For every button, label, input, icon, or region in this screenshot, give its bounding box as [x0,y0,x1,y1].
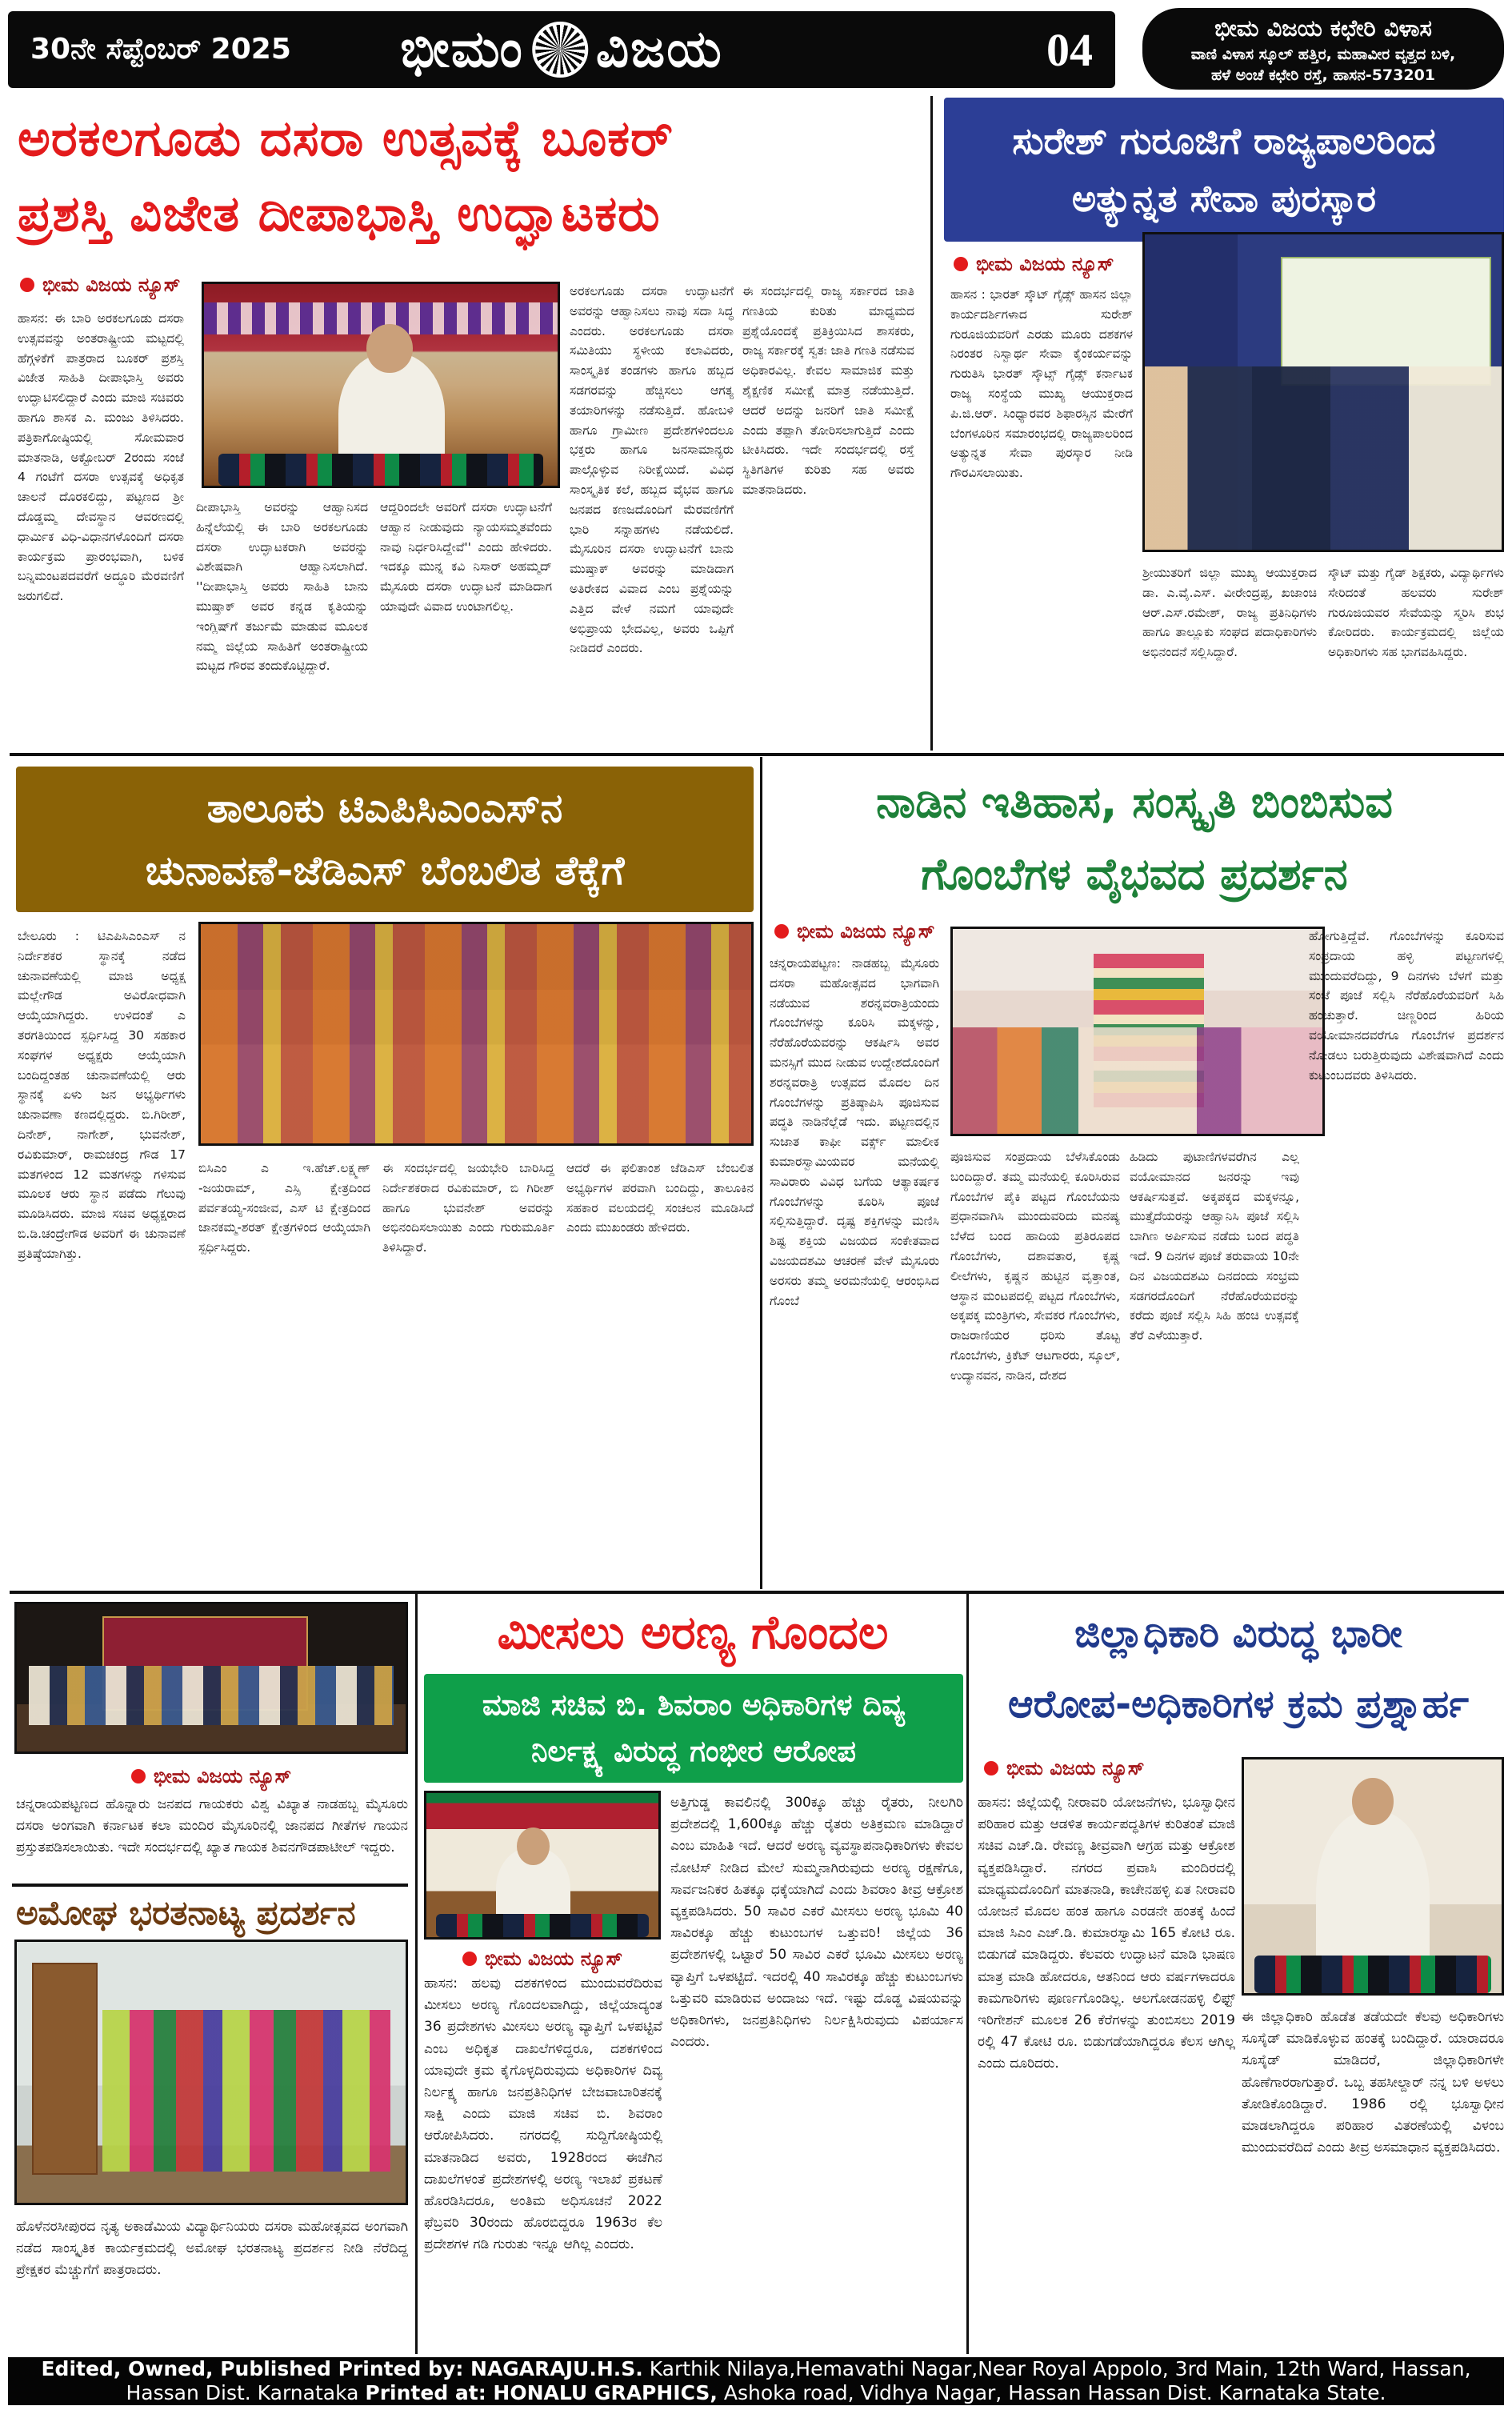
dasara-headline [18,101,918,251]
award-recipients-group [1145,366,1502,550]
divider-mid-row [760,757,762,1589]
shivaram-press-photo [424,1791,661,1940]
speaker-face [517,1828,550,1865]
press-conference-photo [202,282,560,488]
stage-felicitation-photo [14,1602,408,1754]
gombe-headline-line2: ಗೊಂಬೆಗಳ ವೈಭವದ ಪ್ರದರ್ಶನ [921,849,1348,899]
scouts-column-2: ಶ್ರೀಯುತರಿಗೆ ಜಿಲ್ಲಾ ಮುಖ್ಯ ಆಯುಕ್ತರಾದ ಡಾ. ಎ.ವೈ.ಎಸ್. ವೀರೇಂದ್ರಪ್ಪ, ಖಜಾಂಚಿ ಆರ್.ಎಸ್.ರಮೇಶ್, ರಾಜ್ಯ ಪ್ರತಿನಿಧಿಗಳು ಹಾಗೂ ತಾಲ್ಲೂಕು ಸಂಘದ ಪದಾಧಿಕಾರಿಗಳು ಅಭಿನಂದನೆ ಸಲ್ಲಿಸಿದ್ದಾರೆ. [1142,566,1317,660]
scouts-award-photo [1142,232,1504,552]
page-number: 04 [1046,23,1093,76]
scouts-headline-line2: ಅತ್ಯುನ್ನತ ಸೇವಾ ಪುರಸ್ಕಾರ [1071,177,1377,220]
forest-byline [424,1948,661,1970]
byline-bullet-icon [984,1761,998,1775]
scouts-headline-box [944,98,1504,242]
masthead-text-right: ವಿಜಯ [595,20,723,79]
scouts-headline-line1: ಸುರೇಶ್ ಗುರೂಜಿಗೆ ರಾಜ್ಯಪಾಲರಿಂದ [1012,119,1436,162]
dasara-byline [20,274,180,296]
imprint-district: Hassan Dist. Karnataka [126,2381,366,2404]
culture-paragraph-2: ಹೊಳೆನರಸೀಪುರದ ನೃತ್ಯ ಅಕಾಡೆಮಿಯ ವಿದ್ಯಾರ್ಥಿನಿಯರು ದಸರಾ ಮಹೋತ್ಸವದ ಅಂಗವಾಗಿ ನಡೆದ ಸಾಂಸ್ಕೃತಿಕ ಕಾರ್ಯಕ್ರಮದಲ್ಲಿ ಅಮೋಘ ಭರತನಾಟ್ಯ ಪ್ರದರ್ಶನ ನೀಡಿ ನೆರೆದಿದ್ದ ಪ್ರೇಕ್ಷಕರ ಮೆಚ್ಚುಗೆಗೆ ಪಾತ್ರರಾದರು. [16,2219,408,2279]
scouts-column-1: ಹಾಸನ : ಭಾರತ್ ಸ್ಕೌಟ್ ಗೈಡ್ಸ್ ಹಾಸನ ಜಿಲ್ಲಾ ಕಾರ್ಯದರ್ಶಿಗಳಾದ ಸುರೇಶ್ ಗುರೂಜಿಯವರಿಗೆ ಎರಡು ಮೂರು ದಶಕಗಳ ನಿರಂತರ ನಿಸ್ವಾರ್ಥ ಸೇವಾ ಕೈಂಕರ್ಯವನ್ನು ಗುರುತಿಸಿ ಭಾರತ್ ಸ್ಕೌಟ್ಸ್ ಗೈಡ್ಸ್ ಕರ್ನಾಟಕ ರಾಜ್ಯ ಸಂಸ್ಥೆಯ ಮುಖ್ಯ ಆಯುಕ್ತರಾದ ಪಿ.ಜಿ.ಆರ್. ಸಿಂಧ್ಯಾರವರ ಶಿಫಾರಸ್ಸಿನ ಮೇರೆಗೆ ಬೆಂಗಳೂರಿನ ಸಮಾರಂಭದಲ್ಲಿ ರಾಜ್ಯಪಾಲರಿಂದ ಅತ್ಯುನ್ನತ ಸೇವಾ ಪುರಸ್ಕಾರ ನೀಡಿ ಗೌರವಿಸಲಾಯಿತು. [950,287,1133,481]
doll-display-photo [950,927,1325,1136]
byline-bullet-icon [131,1769,146,1783]
press-mics [436,1914,650,1937]
masthead-emblem-icon [532,22,588,78]
tapcms-headline-line2: ಚುನಾವಣೆ-ಜೆಡಿಎಸ್ ಬೆಂಬಲಿತ ತೆಕ್ಕೆಗೆ [145,847,625,894]
family-group [953,1027,1322,1134]
dc-headline-line1: ಜಿಲ್ಲಾಧಿಕಾರಿ ವಿರುದ್ಧ ಭಾರೀ [1074,1611,1402,1656]
revanna-press-photo [1242,1757,1504,1996]
divider-top-row [930,96,933,751]
gombe-column-1: ಚನ್ನರಾಯಪಟ್ಟಣ: ನಾಡಹಬ್ಬ ಮೈಸೂರು ದಸರಾ ಮಹೋತ್ಸವದ ಭಾಗವಾಗಿ ನಡೆಯುವ ಶರನ್ನವರಾತ್ರಿಯಂದು ಗೊಂಬೆಗಳನ್ನು ಕೂರಿಸಿ ಮಕ್ಕಳನ್ನು, ನೆರೆಹೊರೆಯವರನ್ನು ಆಕರ್ಷಿಸಿ ಅವರ ಮನಸ್ಸಿಗೆ ಮುದ ನೀಡುವ ಉದ್ದೇಶದೊಂದಿಗೆ ಶರನ್ನವರಾತ್ರಿ ಉತ್ಸವದ ಮೊದಲ ದಿನ ಗೊಂಬೆಗಳನ್ನು ಪ್ರತಿಷ್ಠಾಪಿಸಿ ಪೂಜಿಸುವ ಪದ್ಧತಿ ನಾಡಿನೆಲ್ಲೆಡೆ ಇದು. ಪಟ್ಟಣದಲ್ಲಿನ ಸುಜಾತ ಕಾಫೀ ವರ್ಕ್ಸ್ ಮಾಲೀಕ ಕುಮಾರಸ್ವಾಮಿಯವರ ಮನೆಯಲ್ಲಿ ಸಾವಿರಾರು ವಿವಿಧ ಬಗೆಯ ಆತ್ಯಾಕರ್ಷಕ ಗೊಂಬೆಗಳನ್ನು ಕೂರಿಸಿ ಪೂಜೆ ಸಲ್ಲಿಸುತ್ತಿದ್ದಾರೆ. ದೃಷ್ಟ ಶಕ್ತಿಗಳನ್ನು ಮಣಿಸಿ ಶಿಷ್ಟ ಶಕ್ತಿಯ ವಿಜಯದ ಸಂಕೇತವಾದ ವಿಜಯದಶಮಿ ಆಚರಣೆ ವೇಳೆ ಮೈಸೂರು ಅರಸರು ತಮ್ಮ ಅರಮನೆಯಲ್ಲಿ ಆರಂಭಿಸಿದ ಗೊಂಬೆ [770,956,939,1308]
forest-subhead-line1: ಮಾಜಿ ಸಚಿವ ಬಿ. ಶಿವರಾಂ ಅಧಿಕಾರಿಗಳ ದಿವ್ಯ [482,1687,906,1722]
wooden-door [32,1963,98,2175]
header-bar [8,11,1115,88]
byline-label: ಭೀಮ ವಿಜಯ ನ್ಯೂಸ್ [42,274,181,296]
gombe-headline-line1: ನಾಡಿನ ಇತಿಹಾಸ, ಸಂಸ್ಕೃತಿ ಬಿಂಬಿಸುವ [876,777,1393,827]
elected-directors-group-photo [198,922,754,1146]
byline-bullet-icon [20,278,34,292]
forest-subhead-box [424,1674,963,1783]
dasara-column-5: ಈ ಸಂದರ್ಭದಲ್ಲಿ ರಾಜ್ಯ ಸರ್ಕಾರದ ಜಾತಿ ಗಣತಿಯ ಕುರಿತು ಮಾಧ್ಯಮದ ಪ್ರಶ್ನೆಯೊಂದಕ್ಕೆ ಪ್ರತಿಕ್ರಿಯಿಸಿದ ಶಾಸಕರು, ರಾಜ್ಯ ಸರ್ಕಾರಕ್ಕೆ ಸ್ವತಃ ಜಾತಿ ಗಣತಿ ನಡೆಸುವ ಅಧಿಕಾರವಿಲ್ಲ. ಕೇವಲ ಸಾಮಾಜಿಕ ಮತ್ತು ಶೈಕ್ಷಣಿಕ ಸಮೀಕ್ಷೆ ಮಾತ್ರ ನಡೆಯುತ್ತಿದೆ. ಆದರೆ ಅದನ್ನು ಜನರಿಗೆ ಜಾತಿ ಸಮೀಕ್ಷೆ ಎಂದು ತಪ್ಪಾಗಿ ತೋರಿಸಲಾಗುತ್ತಿದೆ ಎಂದು ಟೀಕಿಸಿದರು. ಇದೇ ಸಂದರ್ಭದಲ್ಲಿ ರಸ್ತೆ ಸ್ಥಿತಿಗತಿಗಳ ಕುರಿತು ಸಹ ಅವರು ಮಾತನಾಡಿದರು. [742,284,914,497]
gombe-headline [766,767,1502,911]
tapcms-headline-line1: ತಾಲೂಕು ಟಿಎಪಿಸಿಎಂಎಸ್‌ನ [206,785,563,831]
byline-bullet-icon [774,924,789,939]
gombe-column-3: ಹಿಡಿದು ಪುಟಾಣಿಗಳವರೆಗಿನ ಎಲ್ಲ ವಯೋಮಾನದ ಜನರನ್ನು ಇವು ಆಕರ್ಷಿಸುತ್ತವೆ. ಅಕ್ಕಪಕ್ಕದ ಮಕ್ಕಳನ್ನೂ, ಮುತ್ತೈದೆಯರನ್ನು ಆಹ್ವಾನಿಸಿ ಪೂಜೆ ಸಲ್ಲಿಸಿ ಬಾಗಿಣ ಅರ್ಪಿಸುವ ನಡೆದು ಬಂದ ಪದ್ಧತಿ ಇದೆ. 9 ದಿನಗಳ ಪೂಜೆ ತರುವಾಯ 10ನೇ ದಿನ ವಿಜಯದಶಮಿ ದಿನದಂದು ಸಂಭ್ರಮ ಸಡಗರದೊಂದಿಗೆ ನೆರೆಹೊರೆಯವರನ್ನು ಕರೆದು ಪೂಜೆ ಸಲ್ಲಿಸಿ ಸಿಹಿ ಹಂಚಿ ಉತ್ಸವಕ್ಕೆ ತೆರೆ ಎಳೆಯುತ್ತಾರೆ. [1130,1150,1299,1343]
office-address-box [1142,8,1504,90]
dasara-column-3: ಆದ್ದರಿಂದಲೇ ಅವರಿಗೆ ದಸರಾ ಉದ್ಘಾಟನೆಗೆ ಆಹ್ವಾನ ನೀಡುವುದು ನ್ಯಾಯಸಮ್ಮತವೆಂದು ನಾವು ನಿರ್ಧರಿಸಿದ್ದೇವೆ'' ಎಂದು ಹೇಳಿದರು. ಇದಕ್ಕೂ ಮುನ್ನ ಕವಿ ನಿಸಾರ್ ಅಹಮ್ಮದ್ ಮೈಸೂರು ದಸರಾ ಉದ್ಘಾಟನೆ ಮಾಡಿದಾಗ ಯಾವುದೇ ವಿವಾದ ಉಂಟಾಗಲಿಲ್ಲ. [380,500,552,614]
office-address-line1: ವಾಣಿ ವಿಳಾಸ ಸ್ಕೂಲ್ ಹತ್ತಿರ, ಮಹಾವೀರ ವೃತ್ತದ ಬಳಿ, [1190,45,1456,63]
imprint-printer-address: Ashoka road, Vidhya Nagar, Hassan Hassan Dist. Karnataka State. [717,2381,1386,2404]
gombe-column-2: ಪೂಜಿಸುವ ಸಂಪ್ರದಾಯ ಬೆಳೆಸಿಕೊಂಡು ಬಂದಿದ್ದಾರೆ. ತಮ್ಮ ಮನೆಯಲ್ಲಿ ಕೂರಿಸಿರುವ ಗೊಂಬೆಗಳ ಪೈಕಿ ಪಟ್ಟದ ಗೊಂಬೆಯನು ಪ್ರಧಾನವಾಗಿಸಿ ಮುಂದುವರಿದು ಮನಷ್ಯ ಬೆಳೆದ ಬಂದ ಹಾದಿಯ ಪ್ರತಿರೂಪದ ಗೊಂಬೆಗಳು, ದಶಾವತಾರ, ಕೃಷ್ಣ ಲೀಲೆಗಳು, ಕೃಷ್ಣನ ಹುಟ್ಟಿನ ವೃತ್ತಾಂತ, ಆಸ್ಥಾನ ಮಂಟಪದಲ್ಲಿ ಪಟ್ಟದ ಗೊಂಬೆಗಳು, ಅಕ್ಕಪಕ್ಕ ಮಂತ್ರಿಗಳು, ಸೇವಕರ ಗೊಂಬೆಗಳು, ರಾಜರಾಣಿಯರ ಧರಿಸು ತೊಟ್ಟ ಗೊಂಬೆಗಳು, ಕ್ರಿಕೆಟ್ ಆಟಗಾರರು, ಸ್ಕೂಲ್, ಉದ್ಯಾನವನ, ನಾಡಿನ, ದೇಶದ [950,1150,1120,1383]
tapcms-column-2: ಬಿಸಿಎಂ ಎ ಇ.ಹೆಚ್.ಲಕ್ಷ್ಮಣ್ -ಜಯರಾಮ್, ಎಸ್ಸಿ ಕ್ಷೇತ್ರದಿಂದ ಪರ್ವತಯ್ಯ-ಸಂಜೀವ, ಎಸ್ ಟಿ ಕ್ಷೇತ್ರದಿಂದ ಜಾನಕಮ್ಮ-ಶರತ್ ಕ್ಷೇತ್ರಗಳಿಂದ ಆಯ್ಕೆಯಾಗಿ ಸ್ಪರ್ಧಿಸಿದ್ದರು. [198,1161,370,1255]
divider-bottom-left [415,1594,418,2354]
gombe-byline [774,920,934,943]
gombe-column-4: ಹೋಗುತ್ತಿದ್ದೆವೆ. ಗೊಂಬೆಗಳನ್ನು ಕೂರಿಸುವ ಸಂಪ್ರದಾಯ ಹಳ್ಳಿ ಪಟ್ಟಣಗಳಲ್ಲಿ ಮುಂದುವರೆದಿದ್ದು, 9 ದಿನಗಳು ಬೆಳಗೆ ಮತ್ತು ಸಂಜೆ ಪೂಜೆ ಸಲ್ಲಿಸಿ ನೆರೆಹೊರೆಯವರಿಗೆ ಸಿಹಿ ಹಂಚುತ್ತಾರೆ. ಚಿಣ್ಣರಿಂದ ಹಿರಿಯ ವಯೋಮಾನದವರೆಗೂ ಗೊಂಬೆಗಳ ಪ್ರದರ್ಶನ ನೋಡಲು ಬರುತ್ತಿರುವುದು ವಿಶೇಷವಾಗಿದೆ ಎಂದು ಕುಟುಂಬದವರು ತಿಳಿಸಿದರು. [1309,929,1504,1083]
office-title: ಭೀಮ ವಿಜಯ ಕಛೇರಿ ವಿಳಾಸ [1214,14,1432,42]
speaker-face [1352,1778,1394,1824]
press-mics [218,454,544,486]
tapcms-column-1: ಬೇಲೂರು : ಟಿಎಪಿಸಿಎಂಎಸ್ ನ ನಿರ್ದೇಶಕರ ಸ್ಥಾನಕ್ಕೆ ನಡೆದ ಚುನಾವಣೆಯಲ್ಲಿ ಮಾಜಿ ಅಧ್ಯಕ್ಷ ಮಲ್ಲೇಗೌಡ ಅವಿರೋಧವಾಗಿ ಆಯ್ಕೆಯಾಗಿದ್ದರು. ಉಳಿದಂತೆ ಎ ತರಗತಿಯಿಂದ ಸ್ಪರ್ಧಿಸಿದ್ದ 30 ಸಹಕಾರ ಸಂಘಗಳ ಅಧ್ಯಕ್ಷರು ಆಯ್ಕೆಯಾಗಿ ಬಂದಿದ್ದಂತಹ ಚುನಾವಣೆಯಲ್ಲಿ ಆರು ಸ್ಥಾನಕ್ಕೆ ಏಳು ಜನ ಅಭ್ಯರ್ಥಿಗಳು ಚುನಾವಣಾ ಕಣದಲ್ಲಿದ್ದರು. ಬಿ.ಗಿರೀಶ್, ದಿನೇಶ್, ನಾಗೇಶ್, ಭುವನೇಶ್, ರವಿಕುಮಾರ್, ರಾಮಚಂದ್ರ ಗೌಡ 17 ಮತಗಳಿಂದ 12 ಮತಗಳನ್ನು ಗಳಿಸುವ ಮೂಲಕ ಆರು ಸ್ಥಾನ ಪಡೆದು ಗೆಲುವು ಮೂಡಿಸಿದರು. ಮಾಜಿ ಸಚಿವ ಅಧ್ಯಕ್ಷರಾದ ಬಿ.ಡಿ.ಚಂದ್ರೇಗೌಡ ಅವರಿಗೆ ಈ ಚುನಾವಣೆ ಪ್ರತಿಷ್ಠೆಯಾಗಿತ್ತು. [18,929,186,1261]
byline-label: ಭೀಮ ವಿಜಯ ನ್ಯೂಸ್ [797,920,935,943]
dance-troupe [102,2010,390,2172]
byline-label: ಭೀಮ ವಿಜಯ ನ್ಯೂಸ್ [1006,1757,1145,1779]
masthead [400,20,723,79]
dasara-headline-line2: ಪ್ರಶಸ್ತಿ ವಿಜೇತ ದೀಪಾಭಾಸ್ತಿ ಉದ್ಘಾಟಕರು [18,184,661,242]
awardees-row [29,1666,394,1725]
dasara-headline-line1: ಅರಕಲಗೂಡು ದಸರಾ ಉತ್ಸವಕ್ಕೆ ಬೂಕರ್ [18,109,674,167]
dc-column-2: ಈ ಜಿಲ್ಲಾಧಿಕಾರಿ ಹೊಡೆತ ತಡೆಯದೇ ಕೆಲವು ಅಧಿಕಾರಿಗಳು ಸೂಸೈಡ್ ಮಾಡಿಕೊಳ್ಳುವ ಹಂತಕ್ಕೆ ಬಂದಿದ್ದಾರೆ. ಯಾರಾದರೂ ಸೂಸೈಡ್ ಮಾಡಿದರೆ, ಜಿಲ್ಲಾಧಿಕಾರಿಗಳೇ ಹೊಣೆಗಾರರಾಗುತ್ತಾರೆ. ಒಬ್ಬ ತಹಸೀಲ್ದಾರ್ ನನ್ನ ಬಳಿ ಅಳಲು ತೋಡಿಕೊಂಡಿದ್ದಾರೆ. 1986 ರಲ್ಲಿ ಭೂಸ್ವಾಧೀನ ಮಾಡಲಾಗಿದ್ದರೂ ಪರಿಹಾರ ವಿತರಣೆಯಲ್ಲಿ ವಿಳಂಬ ಮುಂದುವರೆದಿದೆ ಎಂದು ತೀವ್ರ ಅಸಮಾಧಾನ ವ್ಯಕ್ತಪಡಿಸಿದರು. [1242,2009,1504,2156]
divider-row2-row3 [10,1591,1504,1594]
culture-byline [14,1765,408,1787]
forest-column-left: ಹಾಸನ: ಹಲವು ದಶಕಗಳಿಂದ ಮುಂದುವರೆದಿರುವ ಮೀಸಲು ಅರಣ್ಯ ಗೊಂದಲವಾಗಿದ್ದು, ಜಿಲ್ಲೆಯಾದ್ಯಂತ 36 ಪ್ರದೇಶಗಳು ಮೀಸಲು ಅರಣ್ಯ ವ್ಯಾಪ್ತಿಗೆ ಒಳಪಟ್ಟಿವೆ ಎಂಬ ಅಧಿಕೃತ ದಾಖಲೆಗಳಿದ್ದರೂ, ದಶಕಗಳಿಂದ ಯಾವುದೇ ಕ್ರಮ ಕೈಗೊಳ್ಳದಿರುವುದು ಅಧಿಕಾರಿಗಳ ದಿವ್ಯ ನಿರ್ಲಕ್ಷ್ಯ ಹಾಗೂ ಜನಪ್ರತಿನಿಧಿಗಳ ಬೇಜವಾಬಾರಿತನಕ್ಕೆ ಸಾಕ್ಷಿ ಎಂದು ಮಾಜಿ ಸಚಿವ ಬಿ. ಶಿವರಾಂ ಆರೋಪಿಸಿದರು. ನಗರದಲ್ಲಿ ಸುದ್ದಿಗೋಷ್ಠಿಯಲ್ಲಿ ಮಾತನಾಡಿದ ಅವರು, 1928ರಂದ ಈಚೆಗಿನ ದಾಖಲೆಗಳಂತೆ ಪ್ರದೇಶಗಳಲ್ಲಿ ಅರಣ್ಯ ಇಲಾಖೆ ಪ್ರಕಟಣೆ ಹೊರಡಿಸಿದರೂ, ಅಂತಿಮ ಅಧಿಸೂಚನೆ 2022 ಫೆಬ್ರವರಿ 30ರಂದು ಹೊರಬಿದ್ದರೂ 1963ರ ಕೆಲ ಪ್ರದೇಶಗಳ ಗಡಿ ಗುರುತು ಇನ್ನೂ ಆಗಿಲ್ಲ ಎಂದರು. [424,1976,662,2253]
tapcms-column-4: ಆದರೆ ಈ ಫಲಿತಾಂಶ ಜೆಡಿಎಸ್ ಬೆಂಬಲಿತ ಅಭ್ಯರ್ಥಿಗಳ ಪರವಾಗಿ ಬಂದಿದ್ದು, ತಾಲೂಕಿನ ಸಹಕಾರ ವಲಯದಲ್ಲಿ ಸಂಚಲನ ಮೂಡಿಸಿದೆ ಎಂದು ಮುಖಂಡರು ಹೇಳಿದರು. [566,1161,754,1235]
byline-label: ಭೀಮ ವಿಜಯ ನ್ಯೂಸ್ [976,253,1114,275]
masthead-text-left: ಭೀಮಂ [400,20,524,79]
scouts-byline [954,253,1114,275]
bharatanatya-dancers-photo [14,1940,408,2205]
byline-label: ಭೀಮ ವಿಜಯ ನ್ಯೂಸ್ [484,1948,623,1970]
dasara-column-1: ಹಾಸನ: ಈ ಬಾರಿ ಅರಕಲಗೂಡು ದಸರಾ ಉತ್ಸವವನ್ನು ಅಂತರಾಷ್ಟ್ರೀಯ ಮಟ್ಟದಲ್ಲಿ ಹೆಗ್ಗಳಿಕೆಗೆ ಪಾತ್ರರಾದ ಬೂಕರ್ ಪ್ರಶಸ್ತಿ ವಿಜೇತ ಸಾಹಿತಿ ದೀಪಾಭಾಸ್ತಿ ಅವರು ಉದ್ಘಾಟಿಸಲಿದ್ದಾರೆ ಎಂದು ಮಾಜಿ ಸಚಿವರು ಹಾಗೂ ಶಾಸಕ ಎ. ಮಂಜು ತಿಳಿಸಿದರು. ಪತ್ರಿಕಾಗೋಷ್ಠಿಯಲ್ಲಿ ಸೋಮವಾರ ಮಾತನಾಡಿ, ಅಕ್ಟೋಬರ್ 2ರಂದು ಸಂಜೆ 4 ಗಂಟೆಗೆ ದಸರಾ ಉತ್ಸವಕ್ಕೆ ಅಧಿಕೃತ ಚಾಲನೆ ದೊರಕಲಿದ್ದು, ಪಟ್ಟಣದ ಶ್ರೀ ದೊಡ್ಡಮ್ಮ ದೇವಸ್ಥಾನ ಆವರಣದಲ್ಲಿ ಧಾರ್ಮಿಕ ವಿಧಿ-ವಿಧಾನಗಳೊಂದಿಗೆ ದಸರಾ ಕಾರ್ಯಕ್ರಮ ಪ್ರಾರಂಭವಾಗಿ, ಬಳಿಕ ಬನ್ನಿಮಂಟಪದವರೆಗೆ ಅದ್ಧೂರಿ ಮೆರವಣಿಗೆ ಜರುಗಲಿದೆ. [18,311,184,604]
dasara-column-2: ದೀಪಾಭಾಸ್ತಿ ಅವರನ್ನು ಆಹ್ವಾನಿಸದ ಹಿನ್ನೆಲೆಯಲ್ಲಿ ಈ ಬಾರಿ ಅರಕಲಗೂಡು ದಸರಾ ಉದ್ಘಾಟಕರಾಗಿ ಅವರನ್ನು ವಿಶೇಷವಾಗಿ ಆಹ್ವಾನಿಸಲಾಗಿದೆ. ''ದೀಪಾಭಾಸ್ತಿ ಅವರು ಸಾಹಿತಿ ಬಾನು ಮುಷ್ತಾಕ್ ಅವರ ಕನ್ನಡ ಕೃತಿಯನ್ನು ಇಂಗ್ಲಿಷ್‌ಗೆ ತರ್ಜುಮೆ ಮಾಡುವ ಮೂಲಕ ನಮ್ಮ ಜಿಲ್ಲೆಯ ಸಾಹಿತಿಗೆ ಅಂತರಾಷ್ಟ್ರೀಯ ಮಟ್ಟದ ಗೌರವ ತಂದುಕೊಟ್ಟಿದ್ದಾರೆ. [196,500,368,674]
byline-bullet-icon [462,1952,477,1966]
imprint-footer [8,2357,1504,2405]
imprint-address: Karthik Nilaya,Hemavathi Nagar,Near Royal Appolo, 3rd Main, 12th Ward, Hassan, [642,2357,1471,2380]
tapcms-column-3: ಈ ಸಂದರ್ಭದಲ್ಲಿ ಜಯಭೇರಿ ಬಾರಿಸಿದ್ದ ನಿರ್ದೇಶಕರಾದ ರವಿಕುಮಾರ್, ಬಿ ಗಿರೀಶ್ ಹಾಗೂ ಭುವನೇಶ್ ಅವರನ್ನು ಅಭಿನಂದಿಸಲಾಯಿತು ಎಂದು ಗುರುಮೂರ್ತಿ ತಿಳಿಸಿದ್ದಾರೆ. [382,1161,554,1255]
byline-label: ಭೀಮ ವಿಜಯ ನ್ಯೂಸ್ [153,1765,292,1787]
forest-subhead-line2: ನಿರ್ಲಕ್ಷ್ಯ ವಿರುದ್ಧ ಗಂಭೀರ ಆರೋಪ [530,1734,857,1768]
divider-row1-row2 [10,753,1504,756]
imprint-publisher: Edited, Owned, Published Printed by: NAGARAJU.H.S. [41,2357,643,2380]
office-address-line2: ಹಳೆ ಅಂಚೆ ಕಛೇರಿ ರಸ್ತೆ, ಹಾಸನ-573201 [1210,66,1436,84]
divider-bottom-right [966,1594,969,2354]
culture-divider [12,1884,408,1887]
scouts-column-3: ಸ್ಕೌಟ್ ಮತ್ತು ಗೈಡ್ ಶಿಕ್ಷಕರು, ವಿದ್ಯಾರ್ಥಿಗಳು ಸೇರಿದಂತೆ ಹಲವರು ಸುರೇಶ್ ಗುರೂಜಿಯವರ ಸೇವೆಯನ್ನು ಸ್ಮರಿಸಿ ಶುಭ ಕೋರಿದರು. ಕಾರ್ಯಕ್ರಮದಲ್ಲಿ ಜಿಲ್ಲೆಯ ಅಧಿಕಾರಿಗಳು ಸಹ ಭಾಗವಹಿಸಿದ್ದರು. [1328,566,1504,660]
dasara-column-4: ಅರಕಲಗೂಡು ದಸರಾ ಉದ್ಘಾಟನೆಗೆ ಅವರನ್ನು ಆಹ್ವಾನಿಸಲು ನಾವು ಸದಾ ಸಿದ್ಧ ಎಂದರು. ಅರಕಲಗೂಡು ದಸರಾ ಸಮಿತಿಯು ಸ್ಥಳೀಯ ಕಲಾವಿದರು, ಸಾಂಸ್ಕೃತಿಕ ತಂಡಗಳು ಹಾಗೂ ಹಬ್ಬದ ಸಡಗರವನ್ನು ಹೆಚ್ಚಿಸಲು ಆಗತ್ಯ ತಯಾರಿಗಳನ್ನು ನಡೆಸುತ್ತಿದೆ. ಹೋಬಳಿ ಹಾಗೂ ಗ್ರಾಮೀಣ ಪ್ರದೇಶಗಳಿಂದಲೂ ಭಕ್ತರು ಹಾಗೂ ಜನಸಾಮಾನ್ಯರು ಪಾಲ್ಗೊಳ್ಳುವ ನಿರೀಕ್ಷೆಯಿದೆ. ವಿವಿಧ ಸಾಂಸ್ಕೃತಿಕ ಕಲೆ, ಹಬ್ಬದ ವೈಭವ ಹಾಗೂ ಜನಪದ ಕಣಜದೊಂದಿಗೆ ಮೆರವಣಿಗೆಗೆ ಭಾರಿ ಸನ್ನಾಹಗಳು ನಡೆಯಲಿದೆ. ಮೈಸೂರಿನ ದಸರಾ ಉದ್ಘಾಟನೆಗೆ ಬಾನು ಮುಷ್ತಾಕ್ ಅವರನ್ನು ಮಾಡಿದಾಗ ಅತಿರೇಕದ ವಿವಾದ ಎಂಬ ಪ್ರಶ್ನೆಯನ್ನು ಎತ್ತಿದ ವೇಳೆ ನಮಗೆ ಯಾವುದೇ ಅಭಿಪ್ರಾಯ ಭೇದವಿಲ್ಲ, ಅವರು ಒಪ್ಪಿಗೆ ನೀಡಿದರೆ ಎಂದರು. [570,284,734,656]
dc-byline [984,1757,1144,1779]
imprint-printer: Printed at: HONALU GRAPHICS, [365,2381,718,2404]
byline-bullet-icon [954,257,968,271]
forest-column-right: ಅತ್ತಿಗುಡ್ಡ ಕಾವಲಿನಲ್ಲಿ 300ಕ್ಕೂ ಹೆಚ್ಚು ರೈತರು, ನೀಲಗಿರಿ ಪ್ರದೇಶದಲ್ಲಿ 1,600ಕ್ಕೂ ಹೆಚ್ಚು ರೈತರು ಅತಿಕ್ರಮಣ ಮಾಡಿದ್ದಾರೆ ಎಂಬ ಮಾಹಿತಿ ಇದೆ. ಆದರೆ ಅರಣ್ಯ ವ್ಯವಸ್ಥಾಪನಾಧಿಕಾರಿಗಳು ಕೇವಲ ನೋಟಿಸ್ ನೀಡಿದ ಮೇಲೆ ಸುಮ್ಮನಾಗಿರುವುದು ಅರಣ್ಯ ರಕ್ಷಣೆಗೂ, ಸಾರ್ವಜನಿಕರ ಹಿತಕ್ಕೂ ಧಕ್ಕೆಯಾಗಿದೆ ಎಂದು ಶಿವರಾಂ ತೀವ್ರ ಆಕ್ರೋಶ ವ್ಯಕ್ತಪಡಿಸಿದರು. 50 ಸಾವಿರ ಎಕರೆ ಮೀಸಲು ಅರಣ್ಯ ಭೂಮಿ 40 ಸಾವಿರಕ್ಕೂ ಹೆಚ್ಚು ಕುಟುಂಬಗಳ ಒತ್ತುವರಿ! ಜಿಲ್ಲೆಯ 36 ಪ್ರದೇಶಗಳಲ್ಲಿ ಒಟ್ಟಾರೆ 50 ಸಾವಿರ ಎಕರೆ ಭೂಮಿ ಮೀಸಲು ಅರಣ್ಯ ವ್ಯಾಪ್ತಿಗೆ ಒಳಪಟ್ಟಿದೆ. ಇದರಲ್ಲಿ 40 ಸಾವಿರಕ್ಕೂ ಹೆಚ್ಚು ಕುಟುಂಬಗಳು ಒತ್ತುವರಿ ಮಾಡಿರುವ ಅಂದಾಜು ಇದೆ. ಇಷ್ಟು ದೊಡ್ಡ ವಿಷಯವನ್ನು ಅಧಿಕಾರಿಗಳು, ಜನಪ್ರತಿನಿಧಿಗಳು ನಿರ್ಲಕ್ಷಿಸಿರುವುದು ವಿಪರ್ಯಾಸ ಎಂದರು. [670,1795,963,2051]
speaker-face [366,324,412,372]
dc-headline [974,1599,1502,1739]
culture-paragraph-1: ಚನ್ನರಾಯಪಟ್ಟಣದ ಹೊನ್ನಾರು ಜನಪದ ಗಾಯಕರು ವಿಶ್ವ ವಿಖ್ಯಾತ ನಾಡಹಬ್ಬ ಮೈಸೂರು ದಸರಾ ಅಂಗವಾಗಿ ಕರ್ನಾಟಕ ಕಲಾ ಮಂದಿರ ಮೈಸೂರಿನಲ್ಲಿ ಜಾನಪದ ಗೀತೆಗಳ ಗಾಯನ ಪ್ರಸ್ತುತಪಡಿಸಲಾಯಿತು. ಇದೇ ಸಂದರ್ಭದಲ್ಲಿ ಖ್ಯಾತ ಗಾಯಕ ಶಿವನಗೌಡಪಾಟೀಲ್ ಇದ್ದರು. [16,1796,408,1856]
issue-date: 30ನೇ ಸೆಪ್ಟೆಂಬರ್ 2025 [30,33,291,66]
dc-headline-line2: ಆರೋಪ-ಅಧಿಕಾರಿಗಳ ಕ್ರಮ ಪ್ರಶ್ನಾರ್ಹ [1007,1682,1470,1727]
dc-column-1: ಹಾಸನ: ಜಿಲ್ಲೆಯಲ್ಲಿ ನೀರಾವರಿ ಯೋಜನೆಗಳು, ಭೂಸ್ವಾಧೀನ ಪರಿಹಾರ ಮತ್ತು ಆಡಳಿತ ಕಾರ್ಯಪದ್ಧತಿಗಳ ಕುರಿತಂತೆ ಮಾಜಿ ಸಚಿವ ಎಚ್.ಡಿ. ರೇವಣ್ಣ ತೀವ್ರವಾಗಿ ಆಗ್ರಹ ಮತ್ತು ಆಕ್ರೋಶ ವ್ಯಕ್ತಪಡಿಸಿದ್ದಾರೆ. ನಗರದ ಪ್ರವಾಸಿ ಮಂದಿರದಲ್ಲಿ ಮಾಧ್ಯಮದೊಂದಿಗೆ ಮಾತನಾಡಿ, ಕಾಚೇನಹಳ್ಳಿ ಏತ ನೀರಾವರಿ ಯೋಜನೆ ಮೊದಲ ಹಂತ ಹಾಗೂ ಎರಡನೇ ಹಂತಕ್ಕೆ ಹಿಂದೆ ಮಾಜಿ ಸಿಎಂ ಎಚ್.ಡಿ. ಕುಮಾರಸ್ವಾಮಿ 165 ಕೋಟಿ ರೂ. ಬಿಡುಗಡೆ ಮಾಡಿದ್ದರು. ಕೆಲವರು ಉದ್ಘಾಟನೆ ಮಾಡಿ ಭಾಷಣ ಮಾತ್ರ ಮಾಡಿ ಹೋದರೂ, ಆತನಿಂದ ಆರು ವರ್ಷಗಳಾದರೂ ಕಾಮಗಾರಿಗಳು ಪೂರ್ಣಗೊಂಡಿಲ್ಲ. ಆಲಗೋಡನಹಳ್ಳಿ ಲಿಫ್ಟ್ ಇರಿಗೇಶನ್ ಮೂಲಕ 26 ಕೆರೆಗಳನ್ನು ತುಂಬಿಸಲು 2019 ರಲ್ಲಿ 47 ಕೋಟಿ ರೂ. ಬಿಡುಗಡೆಯಾಗಿದ್ದರೂ ಕೆಲಸ ಆಗಿಲ್ಲ ಎಂದು ದೂರಿದರು. [978,1795,1235,2072]
imprint-line-1 [8,2358,1504,2380]
tapcms-headline-box [16,767,754,912]
forest-kicker: ಮೀಸಲು ಅರಣ್ಯ ಗೊಂದಲ [497,1605,889,1659]
imprint-line-2 [8,2382,1504,2404]
bharatanatya-headline: ಅಮೋಘ ಭರತನಾಟ್ಯ ಪ್ರದರ್ಶನ [16,1893,356,1932]
press-mics [1254,1956,1491,1993]
